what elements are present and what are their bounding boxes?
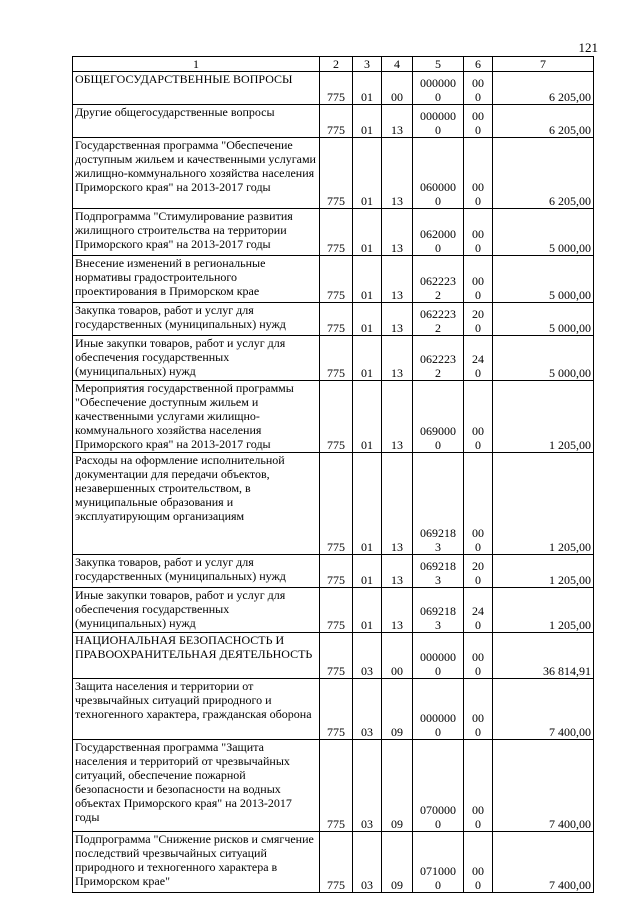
expense-type-cell: 00 0 — [464, 381, 493, 453]
amount-cell: 5 000,00 — [493, 303, 594, 336]
page-number: 121 — [578, 40, 598, 55]
table-row — [73, 256, 594, 303]
target-article-cell: 062223 2 — [413, 256, 464, 303]
target-article-cell: 000000 0 — [413, 679, 464, 740]
ved-code-cell: 775 — [320, 336, 353, 381]
table-row — [73, 555, 594, 588]
row-name-cell: ОБЩЕГОСУДАРСТВЕННЫЕ ВОПРОСЫ — [73, 72, 320, 105]
target-article-cell: 069218 3 — [413, 555, 464, 588]
ved-code-cell: 775 — [320, 740, 353, 832]
amount-cell: 6 205,00 — [493, 105, 594, 138]
ved-code-cell: 775 — [320, 381, 353, 453]
target-article-cell: 000000 0 — [413, 72, 464, 105]
row-name-cell: Внесение изменений в региональные нормативы градостроительного проектирования в Приморском крае — [73, 256, 320, 303]
row-name-cell: Подпрограмма "Стимулирование развития жилищного строительства на территории Приморского края" на 2013-2017 годы — [73, 209, 320, 256]
row-name-cell: Другие общегосударственные вопросы — [73, 105, 320, 138]
header-row — [73, 57, 594, 72]
target-article-cell: 062223 2 — [413, 336, 464, 381]
table-row — [73, 303, 594, 336]
expense-type-cell: 00 0 — [464, 138, 493, 209]
row-name-cell: НАЦИОНАЛЬНАЯ БЕЗОПАСНОСТЬ И ПРАВООХРАНИТЕЛЬНАЯ ДЕЯТЕЛЬНОСТЬ — [73, 633, 320, 679]
table-row — [73, 633, 594, 679]
column-header: 7 — [493, 57, 594, 72]
expense-type-cell: 20 0 — [464, 303, 493, 336]
subsection-code-cell: 13 — [382, 588, 413, 633]
ved-code-cell: 775 — [320, 256, 353, 303]
section-code-cell: 03 — [353, 633, 382, 679]
expense-type-cell: 00 0 — [464, 740, 493, 832]
target-article-cell: 070000 0 — [413, 740, 464, 832]
expense-type-cell: 00 0 — [464, 832, 493, 893]
ved-code-cell: 775 — [320, 453, 353, 555]
ved-code-cell: 775 — [320, 832, 353, 893]
amount-cell: 1 205,00 — [493, 453, 594, 555]
table-row — [73, 588, 594, 633]
table-row — [73, 453, 594, 555]
target-article-cell: 069218 3 — [413, 588, 464, 633]
amount-cell: 1 205,00 — [493, 555, 594, 588]
target-article-cell: 000000 0 — [413, 633, 464, 679]
section-code-cell: 01 — [353, 453, 382, 555]
ved-code-cell: 775 — [320, 209, 353, 256]
subsection-code-cell: 09 — [382, 832, 413, 893]
row-name-cell: Мероприятия государственной программы "Обеспечение доступным жильем и качественными услугами жилищно-коммунального хозяйства населения Приморского края" на 2013-2017 годы — [73, 381, 320, 453]
row-name-cell: Защита населения и территории от чрезвычайных ситуаций природного и техногенного характера, гражданская оборона — [73, 679, 320, 740]
expense-type-cell: 00 0 — [464, 256, 493, 303]
table-row — [73, 740, 594, 832]
ved-code-cell: 775 — [320, 105, 353, 138]
expense-type-cell: 00 0 — [464, 633, 493, 679]
section-code-cell: 01 — [353, 555, 382, 588]
subsection-code-cell: 13 — [382, 209, 413, 256]
table-row — [73, 209, 594, 256]
ved-code-cell: 775 — [320, 72, 353, 105]
section-code-cell: 01 — [353, 256, 382, 303]
table-row — [73, 832, 594, 893]
section-code-cell: 03 — [353, 679, 382, 740]
section-code-cell: 03 — [353, 832, 382, 893]
row-name-cell: Иные закупки товаров, работ и услуг для обеспечения государственных (муниципальных) нужд — [73, 588, 320, 633]
expense-type-cell: 24 0 — [464, 588, 493, 633]
expense-type-cell: 20 0 — [464, 555, 493, 588]
budget-table — [72, 56, 594, 893]
amount-cell: 36 814,91 — [493, 633, 594, 679]
table-row — [73, 105, 594, 138]
row-name-cell: Закупка товаров, работ и услуг для государственных (муниципальных) нужд — [73, 303, 320, 336]
target-article-cell: 000000 0 — [413, 105, 464, 138]
ved-code-cell: 775 — [320, 555, 353, 588]
section-code-cell: 01 — [353, 105, 382, 138]
expense-type-cell: 00 0 — [464, 679, 493, 740]
subsection-code-cell: 13 — [382, 555, 413, 588]
section-code-cell: 01 — [353, 588, 382, 633]
ved-code-cell: 775 — [320, 138, 353, 209]
amount-cell: 6 205,00 — [493, 138, 594, 209]
expense-type-cell: 00 0 — [464, 105, 493, 138]
amount-cell: 7 400,00 — [493, 832, 594, 893]
table-row — [73, 679, 594, 740]
target-article-cell: 060000 0 — [413, 138, 464, 209]
expense-type-cell: 24 0 — [464, 336, 493, 381]
amount-cell: 6 205,00 — [493, 72, 594, 105]
amount-cell: 7 400,00 — [493, 679, 594, 740]
column-header: 2 — [320, 57, 353, 72]
table-row — [73, 381, 594, 453]
amount-cell: 1 205,00 — [493, 381, 594, 453]
expense-type-cell: 00 0 — [464, 209, 493, 256]
column-header: 5 — [413, 57, 464, 72]
table-row — [73, 336, 594, 381]
subsection-code-cell: 09 — [382, 679, 413, 740]
column-header: 3 — [353, 57, 382, 72]
target-article-cell: 069218 3 — [413, 453, 464, 555]
table-row — [73, 72, 594, 105]
ved-code-cell: 775 — [320, 588, 353, 633]
amount-cell: 5 000,00 — [493, 256, 594, 303]
column-header: 6 — [464, 57, 493, 72]
row-name-cell: Иные закупки товаров, работ и услуг для обеспечения государственных (муниципальных) нужд — [73, 336, 320, 381]
subsection-code-cell: 13 — [382, 105, 413, 138]
target-article-cell: 062223 2 — [413, 303, 464, 336]
section-code-cell: 01 — [353, 138, 382, 209]
subsection-code-cell: 13 — [382, 336, 413, 381]
section-code-cell: 01 — [353, 72, 382, 105]
subsection-code-cell: 13 — [382, 256, 413, 303]
column-header: 1 — [73, 57, 320, 72]
target-article-cell: 071000 0 — [413, 832, 464, 893]
row-name-cell: Подпрограмма "Снижение рисков и смягчение последствий чрезвычайных ситуаций природного и техногенного характера в Приморском крае" — [73, 832, 320, 893]
subsection-code-cell: 13 — [382, 303, 413, 336]
amount-cell: 5 000,00 — [493, 336, 594, 381]
subsection-code-cell: 00 — [382, 72, 413, 105]
amount-cell: 1 205,00 — [493, 588, 594, 633]
ved-code-cell: 775 — [320, 633, 353, 679]
section-code-cell: 01 — [353, 303, 382, 336]
subsection-code-cell: 00 — [382, 633, 413, 679]
amount-cell: 7 400,00 — [493, 740, 594, 832]
ved-code-cell: 775 — [320, 303, 353, 336]
expense-type-cell: 00 0 — [464, 72, 493, 105]
row-name-cell: Расходы на оформление исполнительной документации для передачи объектов, незавершенных строительством, в муниципальные образования и эксплуатирующим организациям — [73, 453, 320, 555]
section-code-cell: 03 — [353, 740, 382, 832]
section-code-cell: 01 — [353, 381, 382, 453]
subsection-code-cell: 13 — [382, 453, 413, 555]
row-name-cell: Государственная программа "Обеспечение доступным жильем и качественными услугами жилищно-коммунального хозяйства населения Приморского края" на 2013-2017 годы — [73, 138, 320, 209]
table-row — [73, 138, 594, 209]
subsection-code-cell: 13 — [382, 381, 413, 453]
subsection-code-cell: 09 — [382, 740, 413, 832]
target-article-cell: 069000 0 — [413, 381, 464, 453]
section-code-cell: 01 — [353, 209, 382, 256]
expense-type-cell: 00 0 — [464, 453, 493, 555]
column-header: 4 — [382, 57, 413, 72]
section-code-cell: 01 — [353, 336, 382, 381]
subsection-code-cell: 13 — [382, 138, 413, 209]
ved-code-cell: 775 — [320, 679, 353, 740]
row-name-cell: Государственная программа "Защита населения и территорий от чрезвычайных ситуаций, обеспечение пожарной безопасности и безопасности на водных объектах Приморского края" на 2013-2017 годы — [73, 740, 320, 832]
target-article-cell: 062000 0 — [413, 209, 464, 256]
amount-cell: 5 000,00 — [493, 209, 594, 256]
row-name-cell: Закупка товаров, работ и услуг для государственных (муниципальных) нужд — [73, 555, 320, 588]
